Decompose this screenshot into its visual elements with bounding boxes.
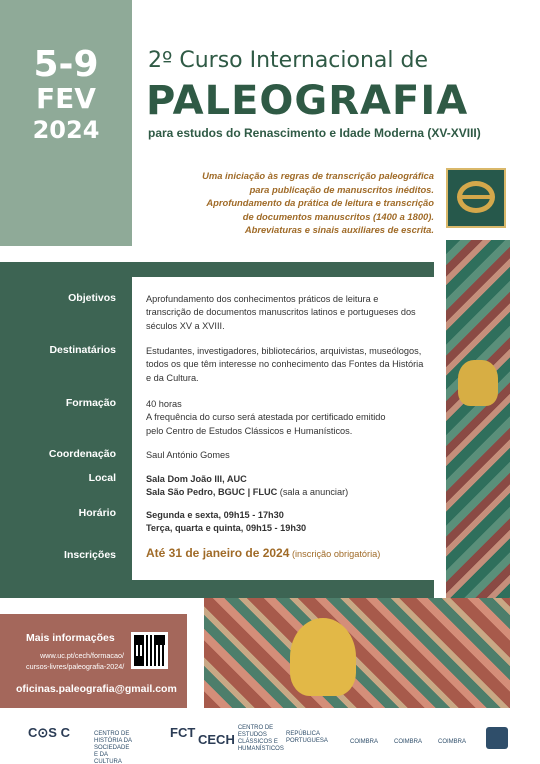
- value-local: [146, 473, 436, 500]
- label-destinatarios: Destinatários: [49, 344, 116, 356]
- value-coordenacao: Saul António Gomes: [146, 450, 230, 460]
- text-line: [146, 486, 436, 499]
- text-line: pelo Centro de Estudos Clássicos e Humanísticos.: [146, 425, 353, 436]
- label-inscricoes: Inscrições: [64, 549, 116, 561]
- manuscript-border-image: [446, 240, 510, 598]
- label-formacao: Formação: [65, 397, 116, 409]
- title-subtitle: para estudos do Renascimento e Idade Moderna (XV-XVIII): [148, 126, 481, 140]
- text-line: Estudantes, investigadores, bibliotecários, arquivistas, museólogos,: [146, 346, 422, 356]
- title-line1: 2º Curso Internacional de: [148, 48, 428, 73]
- partner-logos: [28, 725, 518, 764]
- label-objetivos: Objetivos: [68, 292, 116, 304]
- date-days: 5-9: [33, 44, 99, 85]
- coimbra-logo: COIMBRA: [438, 739, 467, 745]
- text-line: 40 horas: [146, 399, 182, 409]
- republica-logo: REPÚBLICA PORTUGUESA: [286, 731, 328, 744]
- label-local: Local: [88, 472, 116, 484]
- value-formacao: [146, 398, 436, 438]
- page-title: PALEOGRAFIA: [146, 78, 469, 124]
- intro-line: Uma iniciação às regras de transcrição paleográfica: [202, 170, 434, 181]
- intro-line: para publicação de manuscritos inéditos.: [249, 183, 434, 195]
- text-line: Aprofundamento dos conhecimentos práticos de leitura e: [146, 294, 379, 304]
- date-month: FEV: [36, 82, 96, 115]
- label-horario: Horário: [78, 507, 116, 519]
- text-line: Terça, quarta e quinta, 09h15 - 19h30: [146, 523, 307, 534]
- registration-deadline: Até 31 de janeiro de 2024: [146, 546, 290, 560]
- email-link[interactable]: oficinas.paleografia@gmail.com: [16, 683, 177, 695]
- value-inscricoes: [146, 547, 436, 561]
- fct-logo: FCT: [170, 725, 196, 740]
- initial-bar: [460, 195, 492, 199]
- url-line: cursos-livres/paleografia-2024/: [26, 662, 125, 671]
- manuscript-ornament-image: [204, 598, 510, 708]
- vase-ornament: [458, 360, 498, 406]
- intro-line: Abreviaturas e sinais auxiliares de escrita.: [244, 224, 434, 235]
- cosc-logo: C⊙S C: [28, 725, 70, 740]
- text-line: Sala Dom João III, AUC: [146, 474, 247, 484]
- url-line: www.uc.pt/cech/formacao/: [40, 651, 124, 660]
- text-line: todos os que têm interesse no conhecimento das Fontes da História: [146, 359, 424, 370]
- value-horario: [146, 509, 436, 536]
- intro-line: de documentos manuscritos (1400 a 1800).: [242, 210, 434, 222]
- university-building-icon: [486, 727, 508, 749]
- info-link[interactable]: [26, 650, 124, 672]
- text-line: transcrição de documentos manuscritos latinos e portugueses dos: [146, 307, 416, 318]
- text-line: e da Cultura.: [146, 372, 199, 383]
- intro-line: Aprofundamento da prática de leitura e transcrição: [206, 197, 434, 208]
- text-line: séculos XV a XVIII.: [146, 320, 225, 331]
- local-note: (sala a anunciar): [277, 487, 349, 498]
- intro-text: [168, 169, 434, 237]
- label-coordenacao: Coordenação: [48, 448, 116, 460]
- chsc-logo: CENTRO DE HISTÓRIA DA SOCIEDADE E DA CULTURA: [94, 731, 132, 764]
- date-year: 2024: [32, 116, 100, 144]
- text-line: A frequência do curso será atestada por certificado emitido: [146, 412, 386, 423]
- value-objetivos: [146, 293, 436, 333]
- vase-ornament: [290, 618, 356, 696]
- coimbra-logo: COIMBRA: [394, 739, 423, 745]
- local-room: Sala São Pedro, BGUC | FLUC: [146, 487, 278, 498]
- info-title: Mais informações: [26, 632, 115, 644]
- text-line: Segunda e sexta, 09h15 - 17h30: [146, 510, 284, 520]
- cech-text: CENTRO DE ESTUDOS CLÁSSICOS E HUMANÍSTICOS: [237, 725, 284, 752]
- value-destinatarios: [146, 345, 436, 385]
- illuminated-initial-image: [446, 168, 506, 228]
- coimbra-logo: COIMBRA: [350, 739, 379, 745]
- date-block: [0, 0, 132, 246]
- qr-code-icon[interactable]: [131, 632, 168, 669]
- registration-note: (inscrição obrigatória): [289, 549, 381, 559]
- cech-logo: CECHCENTRO DE ESTUDOS CLÁSSICOS E HUMANÍSTICOS: [198, 725, 284, 752]
